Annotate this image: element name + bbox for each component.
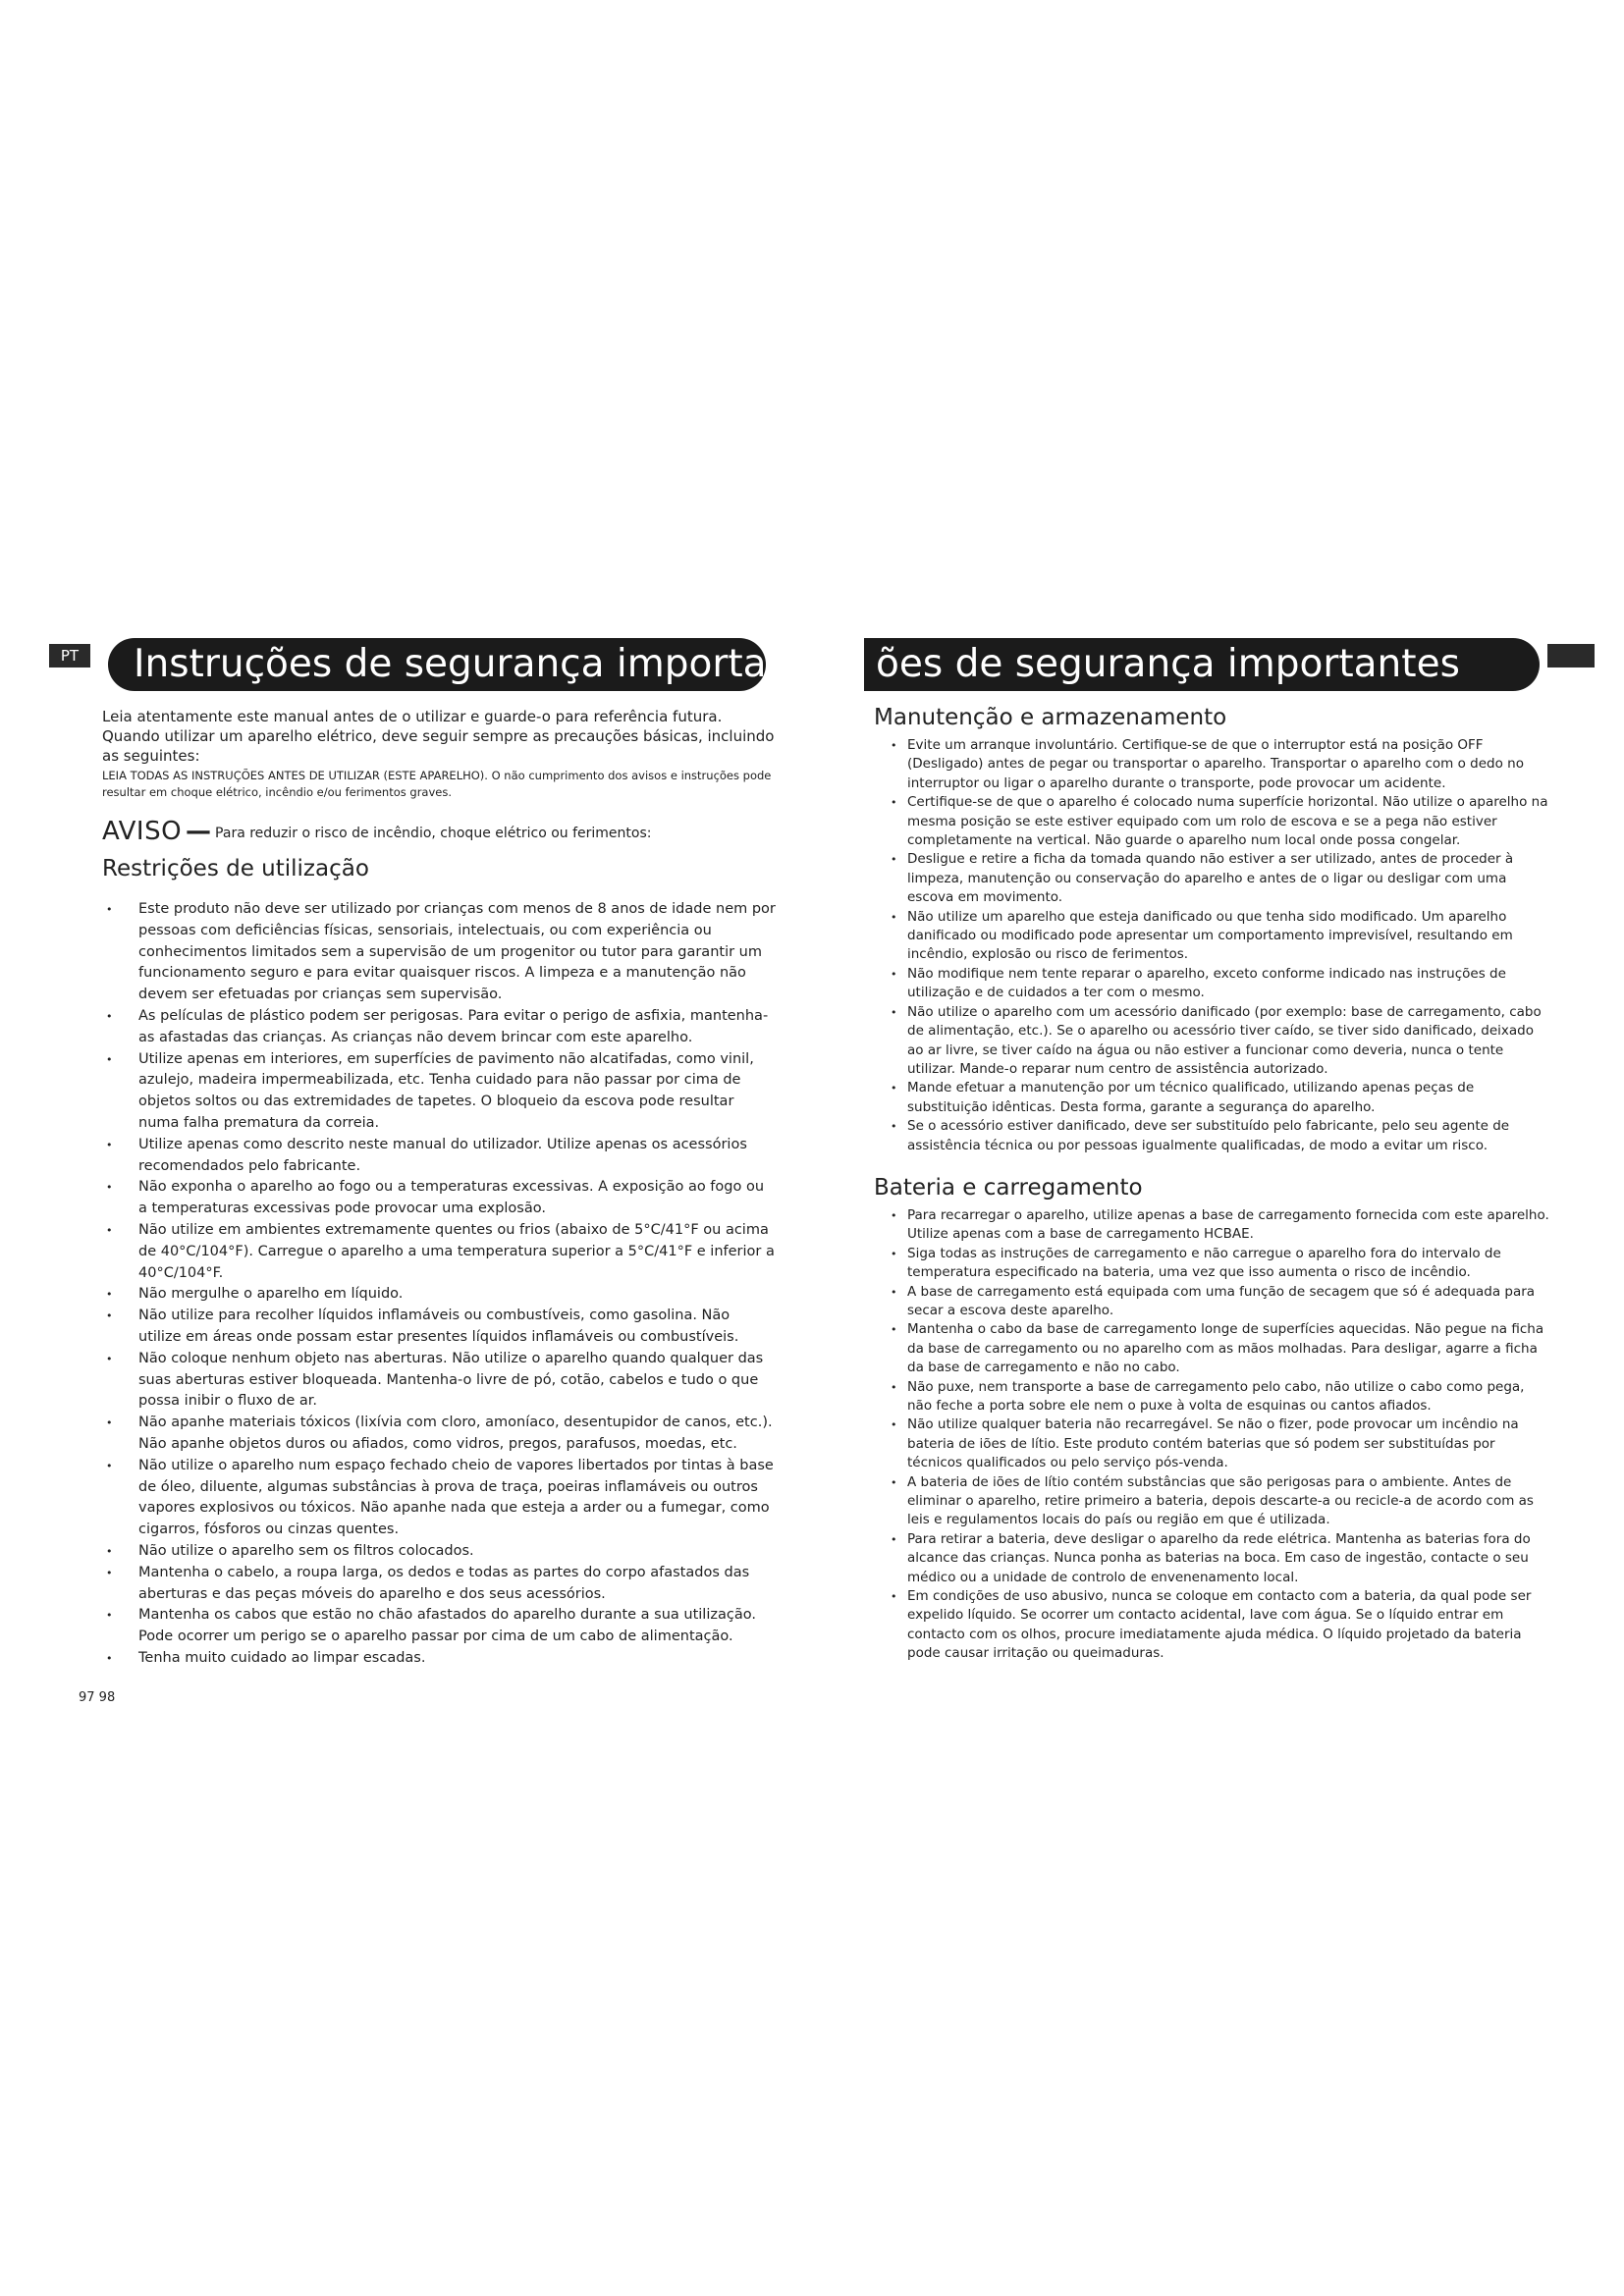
- list-item: • A bateria de iões de lítio contém substâncias que são perigosas para o ambiente. Antes de eliminar o aparelho, retire primeiro a bateria, depois descarte-a ou recicle-a de acordo com as leis e regulamentos locais do país ou região em que é utilizada.: [891, 1473, 1534, 1528]
- list-item: • Em condições de uso abusivo, nunca se coloque em contacto com a bateria, da qual pode ser expelido líquido. Se ocorrer um contacto acidental, lave com água. Se o líquido entrar em contacto com os olhos, procure imediatamente ajuda médica. O líquido projetado da bateria pode causar irritação ou queimaduras.: [891, 1588, 1532, 1662]
- list-item: • Não modifique nem tente reparar o aparelho, exceto conforme indicado nas instruções de utilização e de cuidados a ter com o mesmo.: [891, 965, 1506, 1001]
- list-item: • Não apanhe materiais tóxicos (lixívia com cloro, amoníaco, desentupidor de canos, etc.). Não apanhe objetos duros ou afiados, como vidros, pregos, parafusos, moedas, etc.: [102, 1413, 776, 1456]
- warning-label: AVISO: [102, 817, 183, 846]
- list-item: • Não utilize em ambientes extremamente quentes ou frios (abaixo de 5°C/41°F ou acima de 40°C/104°F). Carregue o aparelho a uma temperatura superior a 5°C/41°F e inferior a 40°C/104°F.: [102, 1220, 776, 1284]
- section-title: Bateria e carregamento: [874, 1174, 1143, 1201]
- list-item: • Mantenha os cabos que estão no chão afastados do aparelho durante a sua utilização. Pode ocorrer um perigo se o aparelho passar por cima de um cabo de alimentação.: [102, 1605, 776, 1648]
- battery-list: [874, 1206, 1551, 1664]
- list-item: • Não utilize o aparelho num espaço fechado cheio de vapores libertados por tintas à base de óleo, diluente, algumas substâncias à prova de traça, poeiras inflamáveis ou outros vapores explosivos ou tóxicos. Não apanhe nada que esteja a arder ou a fumegar, como cigarros, fósforos ou cinzas quentes.: [102, 1456, 776, 1541]
- list-item: • Não mergulhe o aparelho em líquido.: [102, 1284, 776, 1306]
- intro-line: Leia atentamente este manual antes de o utilizar e guarde-o para referência futura.: [102, 708, 723, 725]
- maintenance-list: [874, 736, 1551, 1155]
- intro: [102, 707, 776, 801]
- list-item: • Tenha muito cuidado ao limpar escadas.: [102, 1648, 776, 1670]
- warning-text: Para reduzir o risco de incêndio, choque elétrico ou ferimentos:: [215, 826, 652, 841]
- list-item: • Se o acessório estiver danificado, deve ser substituído pelo fabricante, pelo seu agente de assistência técnica ou por pessoas igualmente qualificadas, de modo a evitar um risco.: [891, 1118, 1510, 1153]
- left-column: [102, 707, 776, 1670]
- list-item: • A base de carregamento está equipada com uma função de secagem que só é adequada para secar a escova deste aparelho.: [891, 1283, 1536, 1318]
- list-item: • Não utilize qualquer bateria não recarregável. Se não o fizer, pode provocar um incêndio na bateria de iões de lítio. Este produto contém baterias que só podem ser substituídas por técnicos qualificados ou pelo serviço pós-venda.: [891, 1416, 1519, 1471]
- page-numbers: 97 98: [79, 1690, 116, 1705]
- list-item: • Este produto não deve ser utilizado por crianças com menos de 8 anos de idade nem por pessoas com deficiências físicas, sensoriais, intelectuais, ou com experiência ou conhecimentos limitados sem a supervisão de um progenitor ou tutor para garantir um funcionamento seguro e para evitar quaisquer riscos. A limpeza e a manutenção não devem ser efetuadas por crianças sem supervisão.: [102, 899, 776, 1006]
- right-column: [874, 703, 1551, 1664]
- page-title-right: ões de segurança importantes: [864, 638, 1540, 691]
- list-item: • As películas de plástico podem ser perigosas. Para evitar o perigo de asfixia, mantenha-as afastadas das crianças. As crianças não devem brincar com este aparelho.: [102, 1006, 776, 1049]
- list-item: • Mande efetuar a manutenção por um técnico qualificado, utilizando apenas peças de substituição idênticas. Desta forma, garante a segurança do aparelho.: [891, 1080, 1475, 1115]
- list-item: • Mantenha o cabo da base de carregamento longe de superfícies aquecidas. Não pegue na ficha da base de carregamento ou no aparelho com as mãos molhadas. Para desligar, agarre a ficha da base de carregamento e não no cabo.: [891, 1321, 1544, 1376]
- section-title: Manutenção e armazenamento: [874, 705, 1227, 730]
- list-item: • Desligue e retire a ficha da tomada quando não estiver a ser utilizado, antes de proceder à limpeza, manutenção ou conservação do aparelho e antes de o ligar ou desligar com uma escova em movimento.: [891, 851, 1514, 906]
- list-item: • Para recarregar o aparelho, utilize apenas a base de carregamento fornecida com este aparelho. Utilize apenas com a base de carregamento HCBAE.: [891, 1206, 1549, 1243]
- list-item: • Não coloque nenhum objeto nas aberturas. Não utilize o aparelho quando qualquer das suas aberturas estiver bloqueada. Mantenha-o livre de pó, cotão, cabelos e tudo o que possa inibir o fluxo de ar.: [102, 1349, 776, 1413]
- list-item: • Utilize apenas como descrito neste manual do utilizador. Utilize apenas os acessórios recomendados pelo fabricante.: [102, 1135, 776, 1178]
- list-item: • Evite um arranque involuntário. Certifique-se de que o interruptor está na posição OFF (Desligado) antes de pegar ou transportar o aparelho. Transportar o aparelho com o dedo no interruptor ou ligar o aparelho durante o transporte, pode provocar um acidente.: [891, 737, 1524, 791]
- language-tag: PT: [49, 644, 90, 667]
- list-item: • Não utilize um aparelho que esteja danificado ou que tenha sido modificado. Um aparelho danificado ou modificado pode apresentar um comportamento imprevisível, resultando em incêndio, explosão ou risco de ferimentos.: [891, 908, 1513, 963]
- list-item: • Não exponha o aparelho ao fogo ou a temperaturas excessivas. A exposição ao fogo ou a temperaturas excessivas pode provocar uma explosão.: [102, 1177, 776, 1220]
- list-item: • Não utilize o aparelho com um acessório danificado (por exemplo: base de carregamento, cabo de alimentação, etc.). Se o aparelho ou acessório tiver caído, se tiver sido danificado, deixado ao ar livre, se tiver caído na água ou não estiver a funcionar como deveria, nunca o tente utilizar. Mande-o reparar num centro de assistência autorizado.: [891, 1003, 1542, 1077]
- warning-dash: —: [186, 817, 212, 846]
- list-item: • Certifique-se de que o aparelho é colocado numa superfície horizontal. Não utilize o aparelho na mesma posição se este estiver equipado com um rolo de escova e se a pega não estiver completamente na vertical. Não guarde o aparelho num local onde possa congelar.: [891, 794, 1548, 849]
- list-item: • Não puxe, nem transporte a base de carregamento pelo cabo, não utilize o cabo como pega, não feche a porta sobre ele nem o puxe à volta de esquinas ou cantos afiados.: [891, 1378, 1525, 1414]
- list-item: • Mantenha o cabelo, a roupa larga, os dedos e todas as partes do corpo afastados das aberturas e das peças móveis do aparelho e dos seus acessórios.: [102, 1563, 776, 1606]
- intro-line: Quando utilizar um aparelho elétrico, deve seguir sempre as precauções básicas, incluindo as seguintes:: [102, 727, 775, 765]
- caps-note: LEIA TODAS AS INSTRUÇÕES ANTES DE UTILIZAR (ESTE APARELHO). O não cumprimento dos avisos e instruções pode resultar em choque elétrico, incêndio e/ou ferimentos graves.: [102, 769, 772, 799]
- list-item: • Para retirar a bateria, deve desligar o aparelho da rede elétrica. Mantenha as baterias fora do alcance das crianças. Nunca ponha as baterias na boca. Em caso de ingestão, contacte o seu médico ou a unidade de controlo de envenenamento local.: [891, 1530, 1531, 1585]
- list-item: • Não utilize o aparelho sem os filtros colocados.: [102, 1541, 776, 1563]
- restrictions-list: [102, 899, 776, 1670]
- list-item: • Utilize apenas em interiores, em superfícies de pavimento não alcatifadas, como vinil, azulejo, madeira impermeabilizada, etc. Tenha cuidado para não passar por cima de objetos soltos ou das extremidades de tapetes. O bloqueio da escova pode resultar numa falha prematura da correia.: [102, 1049, 776, 1135]
- warning: [102, 819, 776, 846]
- list-item: • Não utilize para recolher líquidos inflamáveis ou combustíveis, como gasolina. Não utilize em áreas onde possam estar presentes líquidos inflamáveis ou combustíveis.: [102, 1306, 776, 1349]
- language-tag-right: [1547, 644, 1595, 667]
- section-title: Restrições de utilização: [102, 856, 369, 881]
- list-item: • Siga todas as instruções de carregamento e não carregue o aparelho fora do intervalo de temperatura especificado na bateria, uma vez que isso aumenta o risco de incêndio.: [891, 1245, 1501, 1281]
- page-title-left: Instruções de segurança importantes: [108, 638, 766, 691]
